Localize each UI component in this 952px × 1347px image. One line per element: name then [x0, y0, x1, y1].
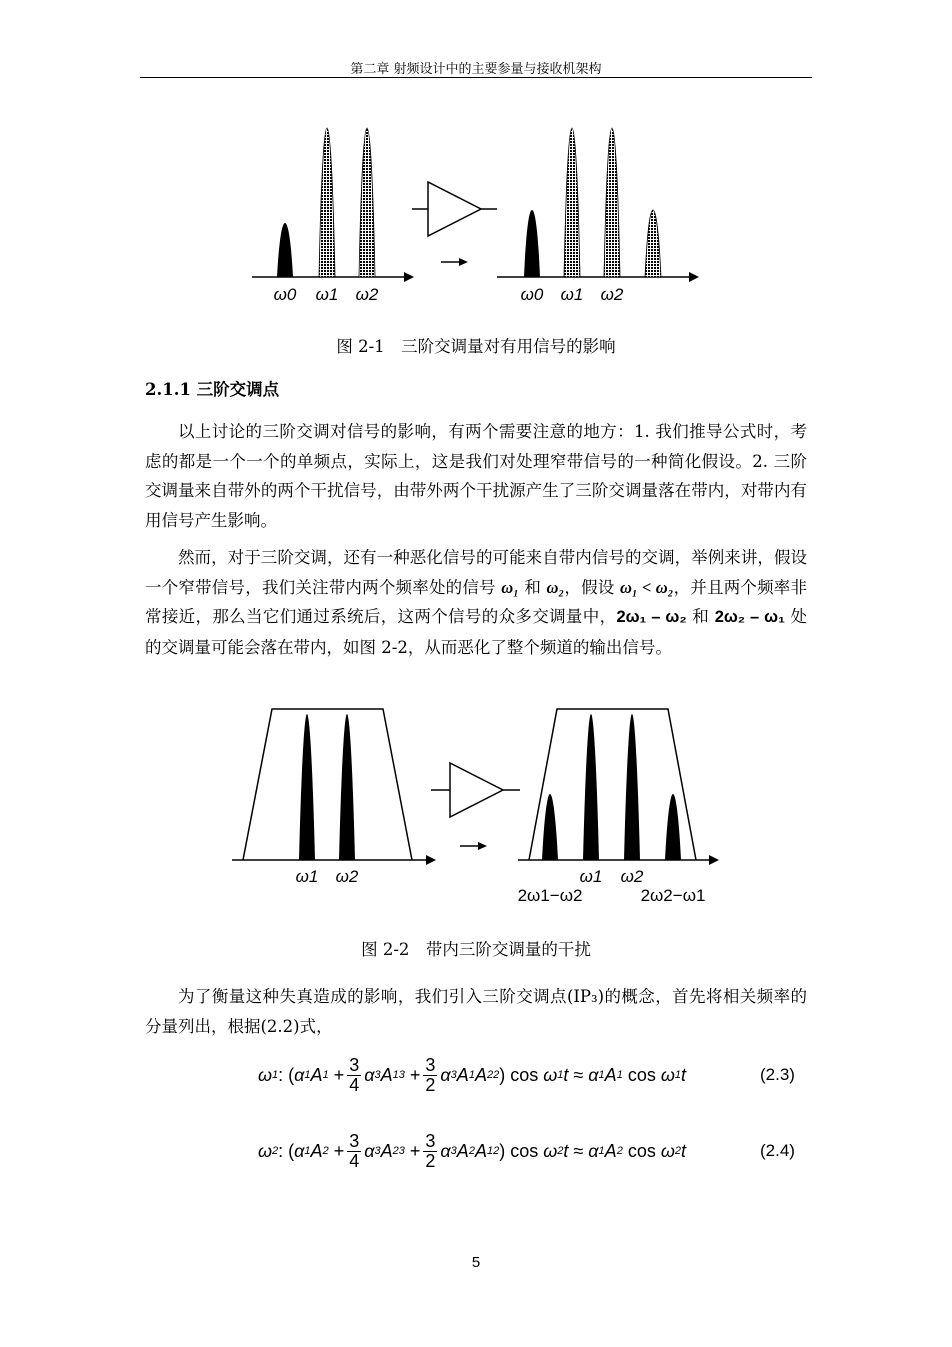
fig2-label-left-w2: ω2 — [335, 867, 359, 886]
im-term-1: 2ω₁ – ω₂ — [616, 608, 687, 626]
frequency-inequality: ω₁ < ω₂ — [619, 577, 674, 597]
fig1-left-peak-w2 — [359, 128, 375, 277]
equation-2-4-body: ω 2 : ( α 1 A 2 + $\frac{3}{4}$ α 3 A 2 3 + $\frac{3}{2}$ α 3 A 2 A 1 2 ) cos ω 2 t ≈ α 1 A 2 cos ω 2 t — [258, 1130, 686, 1171]
paragraph-1: 以上讨论的三阶交调对信号的影响，有两个需要注意的地方：1. 我们推导公式时，考虑的都是一个一个的单频点，实际上，这是我们对处理窄带信号的一种简化假设。2. 三阶交调量来自带外的两个干扰信号，由带外两个干扰源产生了三阶交调量落在带内，对带内有用信号产生影响。 — [145, 422, 807, 530]
fig2-left-filter — [243, 709, 412, 860]
fig2-amplifier — [450, 763, 503, 817]
fig2-left-axis-arrow — [426, 855, 436, 865]
fig1-label-left-w0: ω0 — [273, 285, 297, 304]
fig1-label-left-w1: ω1 — [315, 285, 339, 304]
equation-2-3-body: ω 1 : ( α 1 A 1 + $\frac{3}{4}$ α 3 A 1 3 + $\frac{3}{2}$ α 3 A 1 A 2 2 ) cos ω 1 t ≈ α 1 A 1 cos ω 1 t — [258, 1054, 686, 1095]
fig2-right-im-tone-2 — [665, 794, 681, 860]
fig2-right-im-tone-1 — [542, 794, 558, 860]
fig1-label-right-w1: ω1 — [560, 285, 584, 304]
fig1-amplifier — [428, 182, 481, 236]
fig1-right-axis-arrow — [689, 272, 699, 282]
fig1-transform-arrowhead — [459, 258, 468, 266]
equation-2-4-number: (2.4) — [760, 1141, 795, 1160]
fig1-label-right-w2: ω2 — [600, 285, 624, 304]
figure-2-2 — [0, 700, 952, 905]
fig1-label-right-w0: ω0 — [520, 285, 544, 304]
paragraph-3: 为了衡量这种失真造成的影响，我们引入三阶交调点(IP₃)的概念，首先将相关频率的分量列出，根据(2.2)式， — [145, 987, 807, 1036]
fig2-label-right-w1: ω1 — [579, 867, 603, 886]
fig2-right-tone-w2 — [624, 714, 640, 860]
fig2-label-right-w2: ω2 — [620, 867, 644, 886]
fig1-left-axis-arrow — [404, 272, 414, 282]
fig2-left-tone-w1 — [299, 714, 315, 860]
equation-2-4 — [0, 1121, 952, 1181]
fig2-label-left-w1: ω1 — [295, 867, 319, 886]
fig2-label-im-2: 2ω2−ω1 — [640, 886, 706, 905]
paragraph-2: 然而，对于三阶交调，还有一种恶化信号的可能来自带内信号的交调，举例来讲，假设一个窄带信号，我们关注带内两个频率处的信号 ω₁ 和 ω₂，假设 ω₁ < ω₂，并且两个频率非常接近，那么当它们通过系统后，这两个信号的众多交调量中，2ω₁ – ω₂ 和 2ω₂ – ω₁ 处的交调量可能会落在带内，如图 2-2，从而恶化了整个频道的输出信号。 — [145, 548, 808, 657]
figure-2-2-caption: 图 2-2 带内三阶交调量的干扰 — [361, 940, 591, 959]
fig2-left-tone-w2 — [339, 714, 355, 860]
header-rule — [140, 77, 812, 78]
omega1-symbol: ω₁ — [501, 577, 519, 597]
fig2-transform-arrowhead — [478, 842, 487, 850]
fig1-right-peak-w0 — [524, 210, 540, 277]
im-term-2: 2ω₂ – ω₁ — [714, 608, 785, 626]
equation-2-3 — [0, 1045, 952, 1105]
fig2-label-im-1: 2ω1−ω2 — [517, 886, 583, 905]
fig2-right-axis-arrow — [709, 855, 719, 865]
fig1-right-peak-w1 — [564, 128, 580, 277]
figure-2-1-caption: 图 2-1 三阶交调量对有用信号的影响 — [336, 337, 616, 356]
section-heading: 2.1.1 三阶交调点 — [145, 380, 280, 399]
omega2-symbol: ω₂ — [546, 577, 565, 597]
page-number: 5 — [471, 1254, 481, 1271]
equation-2-3-number: (2.3) — [760, 1065, 795, 1084]
fig1-label-left-w2: ω2 — [355, 285, 379, 304]
fig1-right-peak-im — [645, 210, 661, 277]
fig1-left-peak-w1 — [319, 128, 335, 277]
figure-2-1 — [0, 120, 952, 320]
running-header: 第二章 射频设计中的主要参量与接收机架构 — [350, 62, 602, 77]
fig1-right-peak-w2 — [604, 128, 620, 277]
fig1-left-peak-w0 — [277, 223, 293, 277]
fig2-right-tone-w1 — [583, 714, 599, 860]
